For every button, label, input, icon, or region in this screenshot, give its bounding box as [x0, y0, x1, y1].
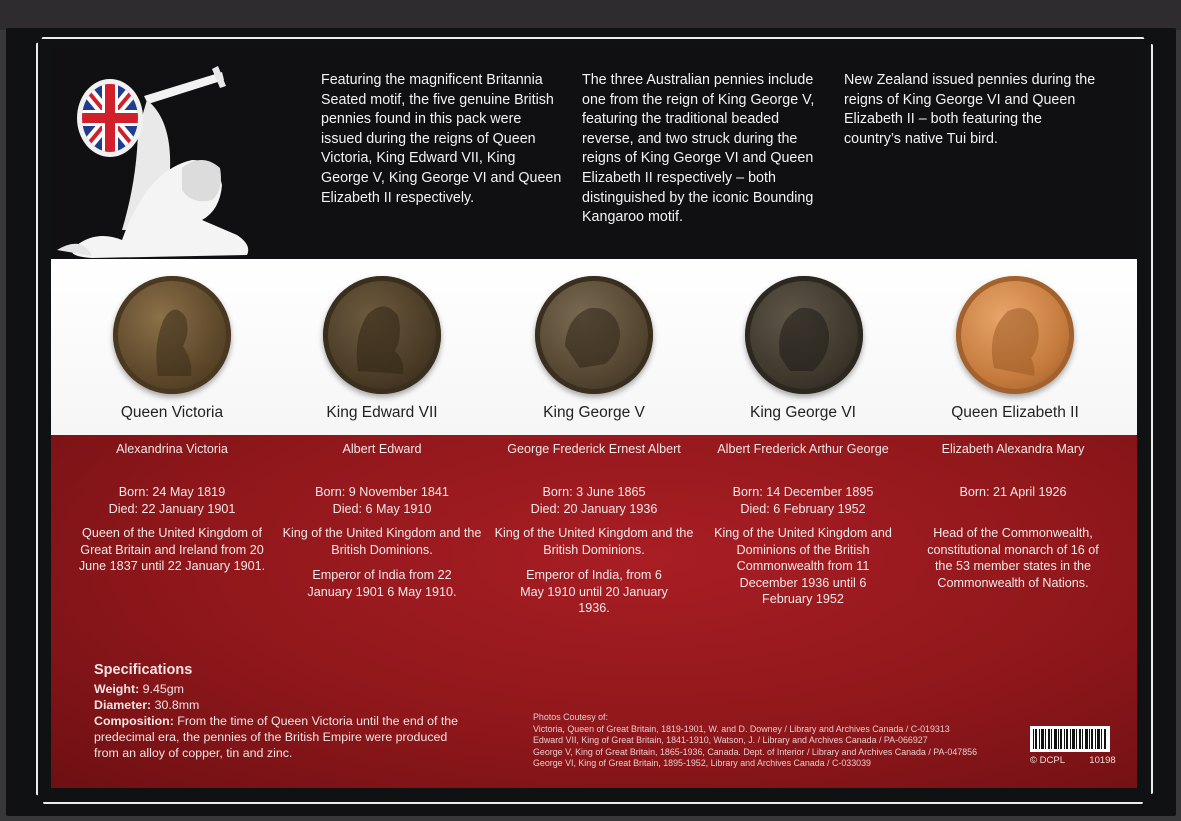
- george-vi-portrait-icon: [745, 276, 863, 394]
- footer-codes: [1030, 755, 1150, 766]
- barcode-icon: [1030, 726, 1110, 752]
- credit-line: George V, King of Great Britain, 1865-1936, Canada. Dept. of Interior / Library and Archives Canada / PA-047856: [533, 746, 978, 757]
- emperor-note-edward-vii: Emperor of India from 22 January 1901 6 May 1910.: [307, 568, 457, 599]
- monarch-title-george-vi: King George VI: [750, 404, 856, 421]
- born-date: Born: 14 December 1895: [732, 485, 874, 499]
- weight-row: [94, 681, 474, 697]
- composition-value: From the time of Queen Victoria until the end of the predecimal era, the pennies of the British Empire were produced from an alloy of copper, tin and zinc.: [94, 714, 459, 760]
- copyright-text: © DCPL: [1030, 755, 1065, 766]
- emperor-note-george-v: Emperor of India, from 6 May 1910 until 20 January 1936.: [520, 568, 668, 616]
- died-date: Died: 22 January 1901: [108, 501, 236, 516]
- reign-description-victoria: Queen of the United Kingdom of Great Britain and Ireland from 20 June 1837 until 22 January 1901.: [78, 526, 266, 574]
- life-dates-victoria: [72, 484, 272, 517]
- credit-line: Edward VII, King of Great Britain, 1841-1910, Watson, J. / Library and Archives Canada / PA-066927: [533, 735, 928, 745]
- victoria-portrait-icon: [113, 276, 231, 394]
- credit-line: Victoria, Queen of Great Britain, 1819-1901, W. and D. Downey / Library and Archives Canada / C-019313: [533, 723, 950, 734]
- credit-line: George VI, King of Great Britain, 1895-1952, Library and Archives Canada / C-033039: [533, 758, 871, 768]
- life-dates-elizabeth-ii: [913, 484, 1113, 501]
- life-dates-edward-vii: [282, 484, 482, 517]
- diameter-row: [94, 697, 474, 713]
- intro-new-zealand-text: New Zealand issued pennies during the reigns of King George VI and Queen Elizabeth II – both featuring the country’s native Tui bird.: [844, 72, 1096, 147]
- intro-britain-text: Featuring the magnificent Britannia Seated motif, the five genuine British pennies found in this pack were issued during the reigns of Queen Victoria, King Edward VII, King George V, King George VI and Queen Elizabeth II respectively.: [321, 72, 562, 206]
- photo-credits: [533, 712, 1033, 770]
- credits-heading: Photos Coutesy of:: [533, 712, 608, 722]
- edward-portrait-icon: [323, 276, 441, 394]
- george-v-portrait-icon: [535, 276, 653, 394]
- diameter-value: 30.8mm: [154, 698, 200, 712]
- full-name-edward-vii: Albert Edward: [342, 442, 422, 456]
- reign-description-george-v: King of the United Kingdom and the British Dominions.: [494, 526, 694, 557]
- specifications-block: [94, 662, 474, 761]
- born-date: Born: 24 May 1819: [118, 485, 226, 499]
- composition-row: [94, 713, 474, 761]
- coin-king-edward-vii: [323, 276, 441, 394]
- full-name-george-v: George Frederick Ernest Albert: [507, 442, 681, 456]
- product-code: 10198: [1089, 755, 1116, 766]
- monarch-title-victoria: Queen Victoria: [120, 404, 224, 421]
- life-dates-george-v: [494, 484, 694, 517]
- full-name-elizabeth-ii: Elizabeth Alexandra Mary: [941, 442, 1085, 456]
- reign-description-george-vi: King of the United Kingdom and Dominions of the British Commonwealth from 11 December 1936 until 6 February 1952: [714, 526, 892, 607]
- coin-king-george-v: [535, 276, 653, 394]
- trumpet-shape: [144, 72, 224, 104]
- full-name-george-vi: Albert Frederick Arthur George: [717, 442, 889, 456]
- monarch-title-george-v: King George V: [543, 404, 645, 421]
- britannia-lion-illustration: [52, 60, 262, 272]
- barcode: [1030, 726, 1110, 752]
- died-date: Died: 20 January 1936: [530, 501, 658, 516]
- born-date: Born: 9 November 1841: [315, 485, 449, 499]
- diameter-label: Diameter:: [94, 698, 152, 712]
- composition-label: Composition:: [94, 714, 174, 728]
- weight-value: 9.45gm: [142, 682, 184, 696]
- full-name-victoria: Alexandrina Victoria: [116, 442, 228, 456]
- intro-australia-text: The three Australian pennies include one from the reign of King George V, featuring the traditional beaded reverse, and two struck during the reigns of King George VI and Queen Elizabeth II respectively – both distinguished by the iconic Bounding Kangaroo motif.: [582, 72, 815, 226]
- monarch-title-elizabeth-ii: Queen Elizabeth II: [951, 404, 1079, 421]
- died-date: Died: 6 May 1910: [332, 501, 432, 516]
- born-date: Born: 3 June 1865: [542, 485, 646, 499]
- lion-mane: [182, 160, 221, 201]
- elizabeth-portrait-icon: [956, 276, 1074, 394]
- coin-king-george-vi: [745, 276, 863, 394]
- monarch-title-edward-vii: King Edward VII: [326, 404, 438, 421]
- reign-description-edward-vii: King of the United Kingdom and the British Dominions.: [282, 526, 482, 557]
- coin-queen-elizabeth-ii: [956, 276, 1074, 394]
- life-dates-george-vi: [703, 484, 903, 517]
- reign-description-elizabeth-ii: Head of the Commonwealth, constitutional monarch of 16 of the 53 member states in the Commonwealth of Nations.: [927, 526, 1099, 590]
- born-date: Born: 21 April 1926: [959, 485, 1067, 499]
- weight-label: Weight:: [94, 682, 140, 696]
- specifications-heading: Specifications: [94, 662, 193, 678]
- died-date: Died: 6 February 1952: [740, 501, 866, 516]
- top-edge-strip: [0, 0, 1181, 30]
- coin-queen-victoria: [113, 276, 231, 394]
